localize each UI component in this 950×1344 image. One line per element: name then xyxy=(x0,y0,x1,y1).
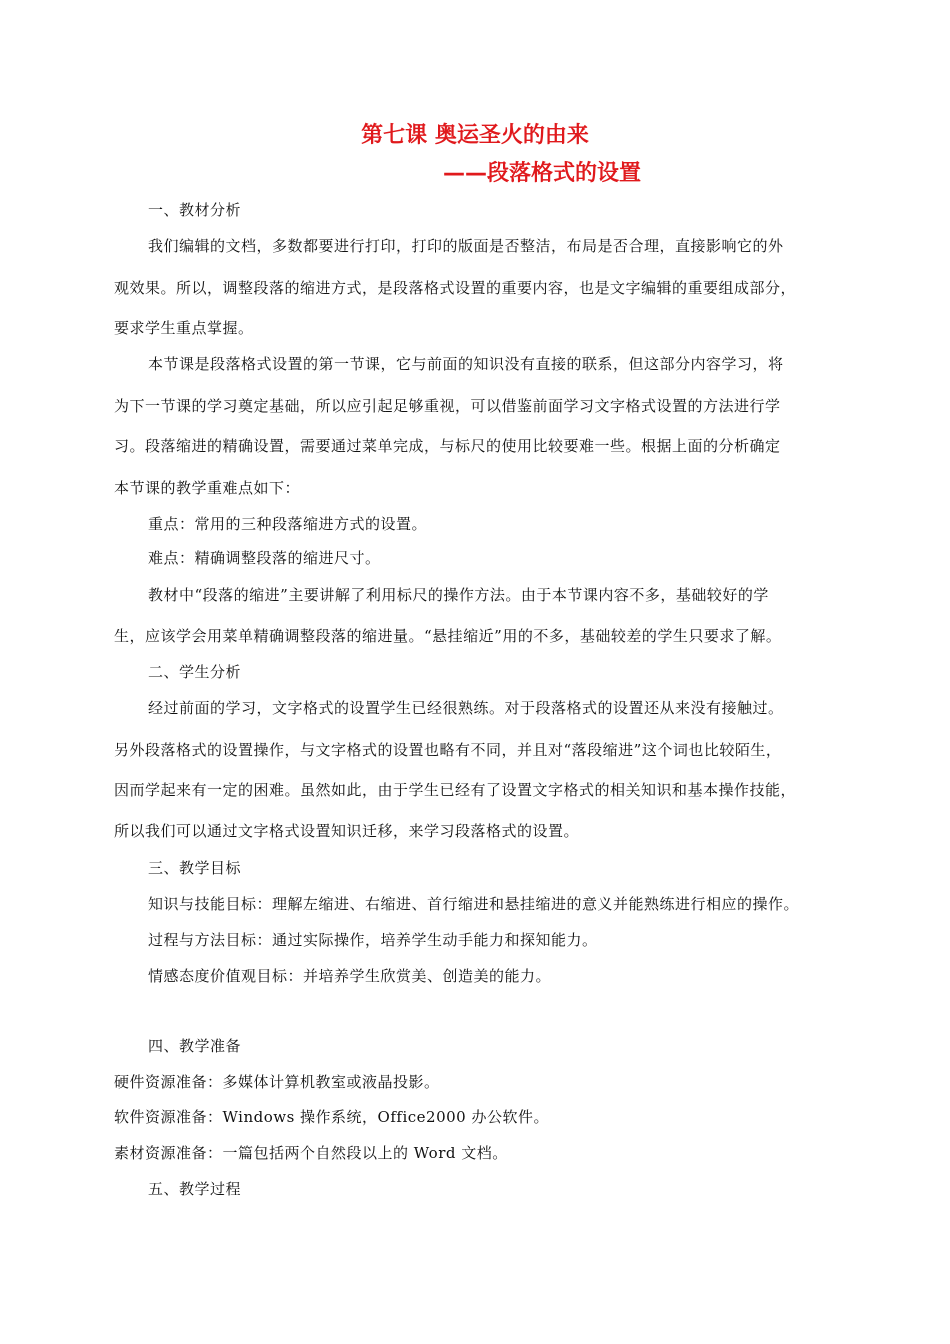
prep-software: 软件资源准备：Windows 操作系统，Office2000 办公软件。 xyxy=(114,1108,549,1126)
section-heading-analysis: 一、教材分析 xyxy=(148,201,242,219)
goal-process: 过程与方法目标：通过实际操作，培养学生动手能力和探知能力。 xyxy=(148,931,598,949)
para-line: 生，应该学会用菜单精确调整段落的缩进量。“悬挂缩近”用的不多，基础较差的学生只要求了解。 xyxy=(114,627,782,645)
section-heading-prep: 四、教学准备 xyxy=(148,1037,242,1055)
section-heading-process: 五、教学过程 xyxy=(148,1180,242,1198)
lesson-subtitle: ——段落格式的设置 xyxy=(443,161,642,186)
section-heading-students: 二、学生分析 xyxy=(148,663,242,681)
para-line: 所以我们可以通过文字格式设置知识迁移，来学习段落格式的设置。 xyxy=(114,822,580,840)
prep-material: 素材资源准备：一篇包括两个自然段以上的 Word 文档。 xyxy=(114,1144,508,1162)
para-line: 本节课的教学重难点如下： xyxy=(114,479,301,497)
goal-emotion: 情感态度价值观目标：并培养学生欣赏美、创造美的能力。 xyxy=(148,967,552,985)
para-line: 为下一节课的学习奠定基础，所以应引起足够重视，可以借鉴前面学习文字格式设置的方法进行学 xyxy=(114,397,781,415)
para-line: 经过前面的学习，文字格式的设置学生已经很熟练。对于段落格式的设置还从来没有接触过。 xyxy=(148,699,784,717)
para-line: 因而学起来有一定的困难。虽然如此，由于学生已经有了设置文字格式的相关知识和基本操作技能， xyxy=(114,781,797,799)
para-line: 我们编辑的文档，多数都要进行打印，打印的版面是否整洁，布局是否合理，直接影响它的外 xyxy=(148,237,784,255)
para-line: 教材中“段落的缩进”主要讲解了利用标尺的操作方法。由于本节课内容不多，基础较好的学 xyxy=(148,586,769,604)
para-line: 本节课是段落格式设置的第一节课，它与前面的知识没有直接的联系，但这部分内容学习，将 xyxy=(148,355,784,373)
para-line: 观效果。所以，调整段落的缩进方式，是段落格式设置的重要内容，也是文字编辑的重要组成部分， xyxy=(114,279,797,297)
prep-hardware: 硬件资源准备：多媒体计算机教室或液晶投影。 xyxy=(114,1073,440,1091)
lesson-title: 第七课 奥运圣火的由来 xyxy=(361,123,589,148)
goal-knowledge: 知识与技能目标：理解左缩进、右缩进、首行缩进和悬挂缩进的意义并能熟练进行相应的操作。 xyxy=(148,895,800,913)
difficult-point: 难点：精确调整段落的缩进尺寸。 xyxy=(148,549,381,567)
para-line: 另外段落格式的设置操作，与文字格式的设置也略有不同，并且对“落段缩进”这个词也比较陌生， xyxy=(114,741,782,759)
para-line: 习。段落缩进的精确设置，需要通过菜单完成，与标尺的使用比较要难一些。根据上面的分析确定 xyxy=(114,437,781,455)
key-point: 重点：常用的三种段落缩进方式的设置。 xyxy=(148,515,428,533)
para-line: 要求学生重点掌握。 xyxy=(114,319,254,337)
section-heading-goals: 三、教学目标 xyxy=(148,859,242,877)
